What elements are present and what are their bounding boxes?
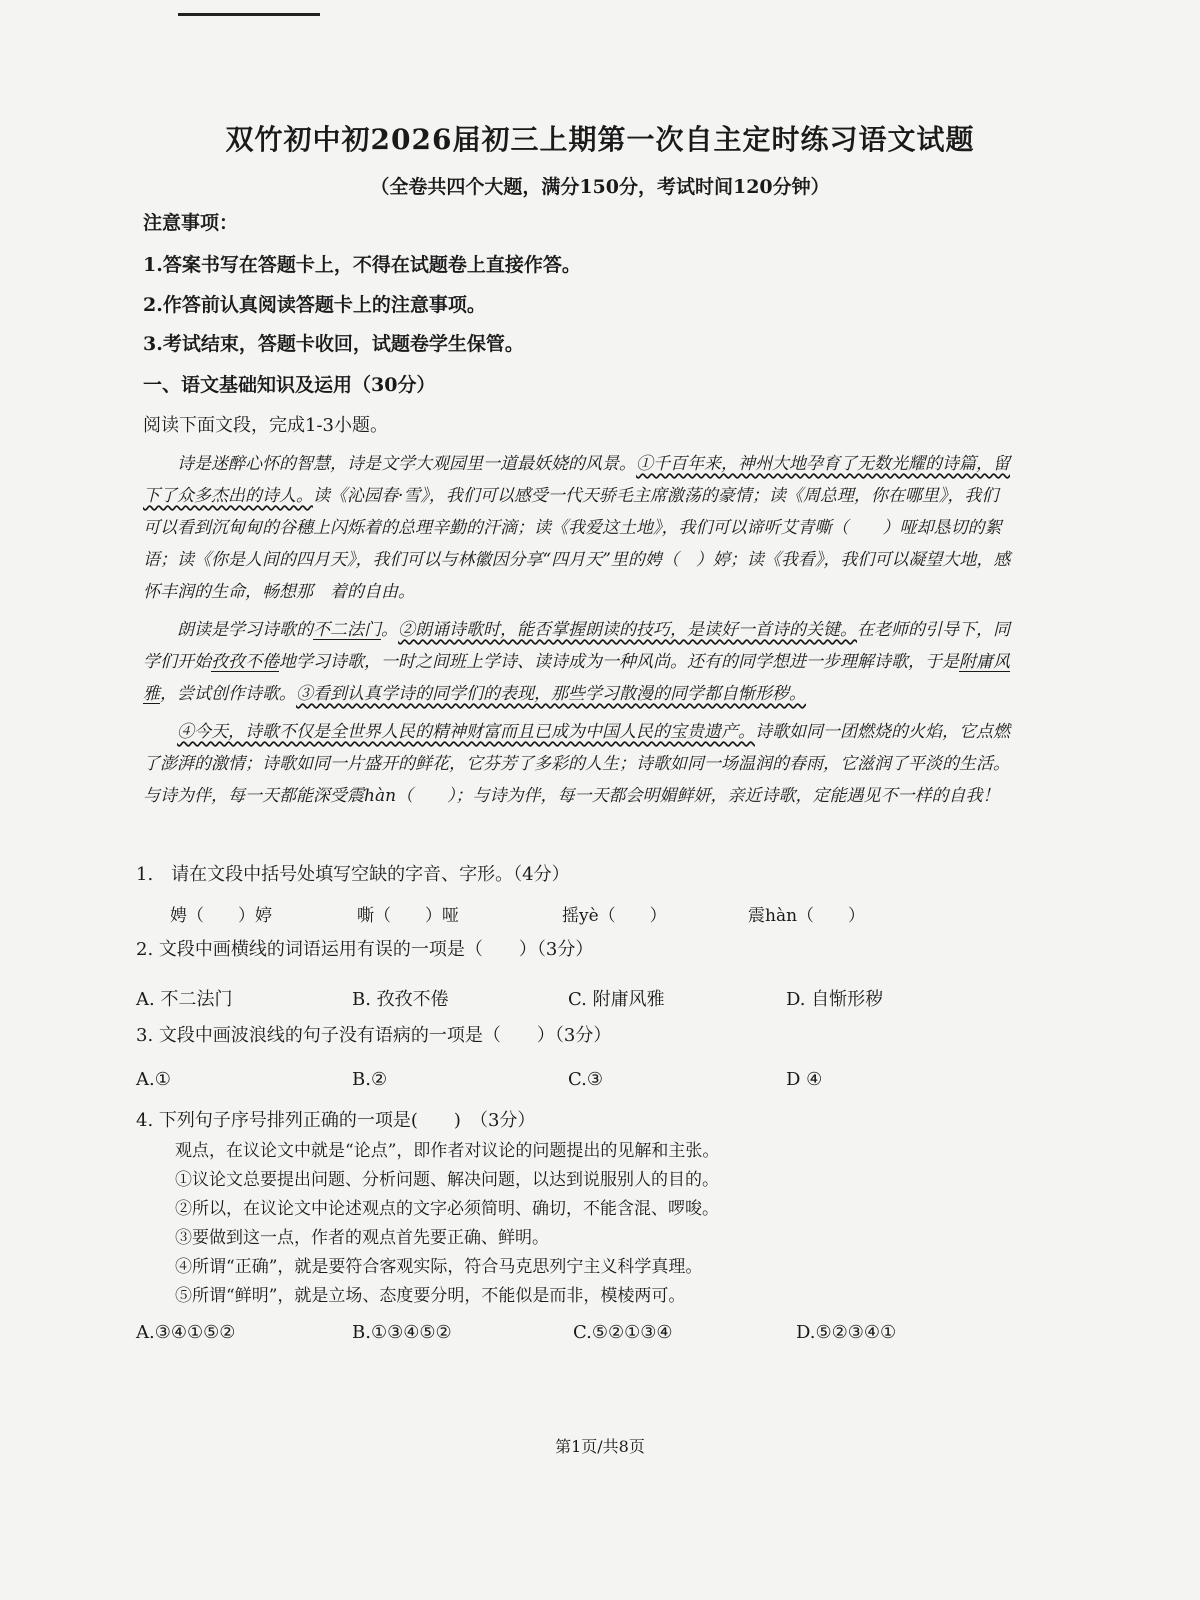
notice-item: 2.作答前认真阅读答题卡上的注意事项。 [143, 294, 486, 316]
underlined-word-2: 孜孜不倦 [211, 652, 279, 672]
exam-subtitle: （全卷共四个大题，满分150分，考试时间120分钟） [370, 176, 830, 198]
question-1-stem: 1. 请在文段中括号处填写空缺的字音、字形。（4分） [136, 864, 570, 885]
option-d: D. 自惭形秽 [786, 989, 884, 1010]
notice-heading: 注意事项： [143, 212, 239, 234]
sentence-1: ①议论文总要提出问题、分析问题、解决问题，以达到说服别人的目的。 [175, 1170, 719, 1190]
wavy-sentence-2: ②朗诵诗歌时，能否掌握朗读的技巧，是读好一首诗的关键。 [398, 620, 857, 640]
question-2-stem: 2. 文段中画横线的词语运用有误的一项是（ ）（3分） [136, 939, 594, 960]
wavy-sentence-1: ①千百年来，神州大地孕育了无数光耀的诗篇，留下了众多杰出的诗人。 [143, 454, 1010, 506]
passage-paragraph-1: 诗是迷醉心怀的智慧，诗是文学大观园里一道最妖娆的风景。①千百年来，神州大地孕育了无数光耀的诗篇，留下了众多杰出的诗人。读《沁园春·雪》，我们可以感受一代天骄毛主席激荡的豪情；读《周总理，你在哪里》，我们可以看到沉甸甸的谷穗上闪烁着的总理辛勤的汗滴；读《我爱这土地》，我们可以谛听艾青嘶（ ）哑却恳切的絮语；读《你是人间的四月天》，我们可以与林徽因分享“四月天”里的娉（ ）婷；读《我看》，我们可以凝望大地，感怀丰润的生命，畅想那 着的自由。 [143, 454, 1011, 602]
reading-instruction: 阅读下面文段，完成1-3小题。 [143, 415, 388, 436]
sentence-5: ⑤所谓“鲜明”，就是立场、态度要分明，不能似是而非，模棱两可。 [175, 1286, 686, 1306]
blank-3: 摇yè（ ） [562, 906, 667, 926]
reading-passage [143, 448, 1013, 812]
passage-paragraph-2: 朗读是学习诗歌的不二法门。②朗诵诗歌时，能否掌握朗读的技巧，是读好一首诗的关键。在老师的引导下，同学们开始孜孜不倦地学习诗歌，一时之间班上学诗、读诗成为一种风尚。还有的同学想进一步理解诗歌，于是附庸风雅，尝试创作诗歌。③看到认真学诗的同学们的表现，那些学习散漫的同学都自惭形秽。 [143, 620, 1010, 704]
question-3-stem: 3. 文段中画波浪线的句子没有语病的一项是（ ）（3分） [136, 1025, 612, 1046]
exam-title: 双竹初中初2026届初三上期第一次自主定时练习语文试题 [225, 123, 975, 156]
sentence-3: ③要做到这一点，作者的观点首先要正确、鲜明。 [175, 1228, 549, 1248]
notice-item: 3.考试结束，答题卡收回，试题卷学生保管。 [143, 333, 524, 355]
section-heading: 一、语文基础知识及运用（30分） [143, 374, 436, 396]
option-c: C.⑤②①③④ [573, 1322, 673, 1343]
underlined-word-1: 不二法门 [313, 620, 381, 640]
page-number: 第1页/共8页 [555, 1437, 645, 1456]
lead-sentence: 观点，在议论文中就是“论点”，即作者对议论的问题提出的见解和主张。 [175, 1141, 720, 1161]
sentence-2: ②所以，在议论文中论述观点的文字必须简明、确切，不能含混、啰唆。 [175, 1199, 719, 1219]
option-b: B.①③④⑤② [352, 1322, 452, 1343]
blank-4: 震hàn（ ） [748, 906, 866, 926]
option-c: C. 附庸风雅 [568, 989, 665, 1010]
blank-1: 娉（ ）婷 [170, 906, 272, 926]
option-b: B. 孜孜不倦 [352, 989, 449, 1010]
option-b: B.② [352, 1069, 388, 1090]
option-a: A.① [136, 1069, 171, 1090]
sentence-4: ④所谓“正确”，就是要符合客观实际，符合马克思列宁主义科学真理。 [175, 1257, 703, 1277]
underlined-word-3: 附庸风雅 [143, 652, 1010, 704]
blank-2: 嘶（ ）哑 [357, 906, 459, 926]
wavy-sentence-3: ③看到认真学诗的同学们的表现，那些学习散漫的同学都自惭形秽。 [296, 684, 806, 704]
notice-item: 1.答案书写在答题卡上，不得在试题卷上直接作答。 [143, 254, 581, 276]
option-d: D.⑤②③④① [796, 1322, 897, 1343]
option-d: D ④ [786, 1069, 823, 1090]
question-4-material [175, 1137, 1035, 1311]
passage-paragraph-3: ④今天，诗歌不仅是全世界人民的精神财富而且已成为中国人民的宝贵遗产。诗歌如同一团燃烧的火焰，它点燃了澎湃的激情；诗歌如同一片盛开的鲜花，它芬芳了多彩的人生；诗歌如同一场温润的春雨，它滋润了平淡的生活。与诗为伴，每一天都能深受震hàn（ ）；与诗为伴，每一天都会明媚鲜妍，亲近诗歌，定能遇见不一样的自我！ [143, 722, 1010, 806]
top-rule [178, 13, 320, 16]
option-a: A. 不二法门 [136, 989, 233, 1010]
option-a: A.③④①⑤② [136, 1322, 236, 1343]
option-c: C.③ [568, 1069, 603, 1090]
wavy-sentence-4: ④今天，诗歌不仅是全世界人民的精神财富而且已成为中国人民的宝贵遗产。 [177, 722, 755, 742]
question-4-stem: 4. 下列句子序号排列正确的一项是( ) （3分） [136, 1110, 536, 1131]
